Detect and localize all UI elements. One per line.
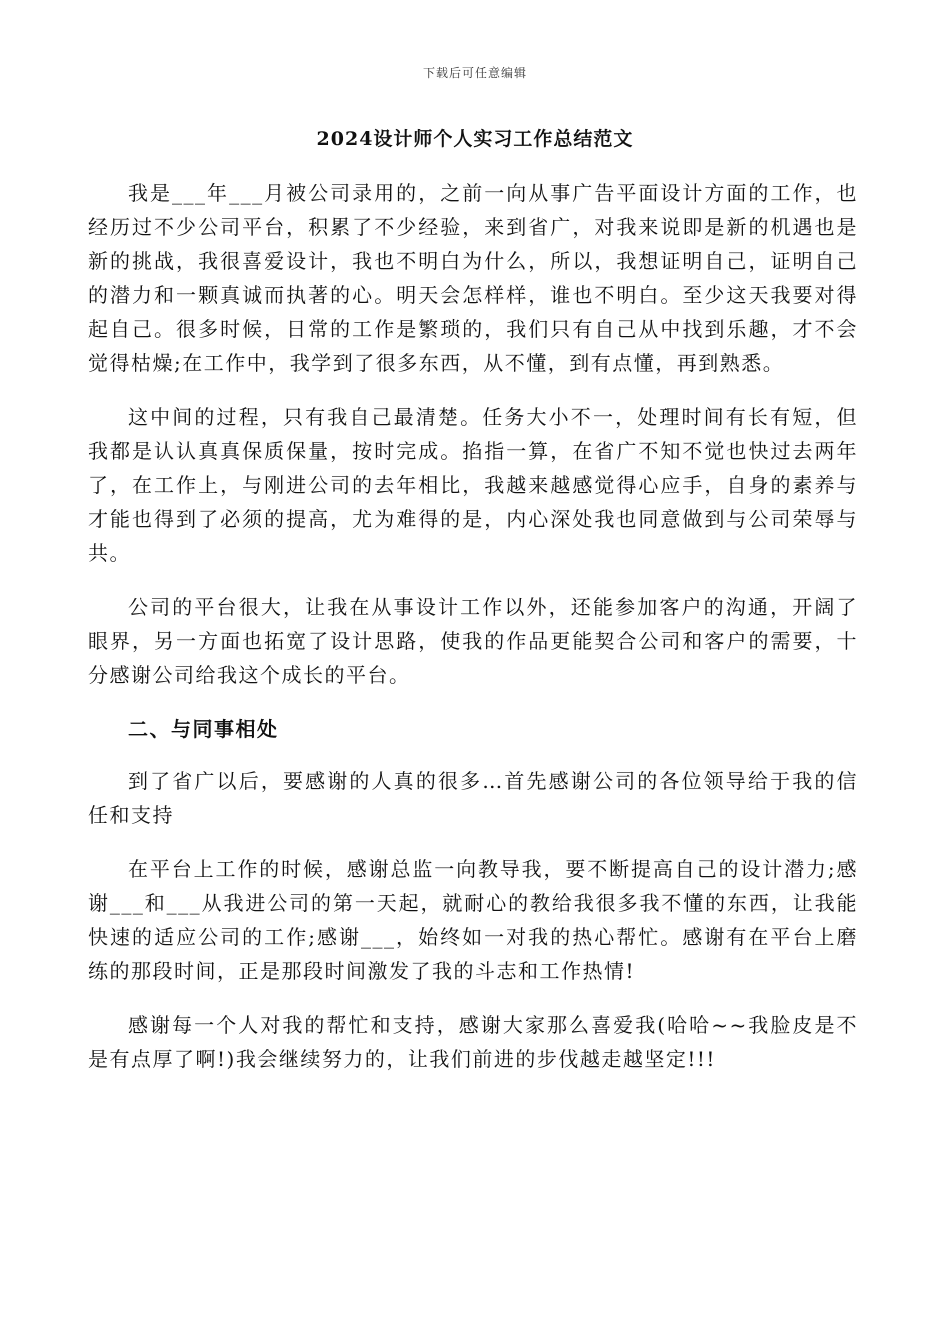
body-paragraph: 到了省广以后，要感谢的人真的很多…首先感谢公司的各位领导给于我的信任和支持 [88,769,858,827]
header-note: 下载后可任意编辑 [422,66,527,80]
body-paragraph: 感谢每一个人对我的帮忙和支持，感谢大家那么喜爱我(哈哈~~我脸皮是不是有点厚了啊!)我会继续努力的，让我们前进的步伐越走越坚定!!! [88,1013,858,1071]
section-heading: 二、与同事相处 [128,717,279,741]
body-paragraph: 这中间的过程，只有我自己最清楚。任务大小不一，处理时间有长有短，但我都是认认真真保质保量，按时完成。掐指一算，在省广不知不觉也快过去两年了，在工作上，与刚进公司的去年相比，我越来越感觉得心应手，自身的素养与才能也得到了必须的提高，尤为难得的是，内心深处我也同意做到与公司荣辱与共。 [88,405,858,565]
body-paragraph: 公司的平台很大，让我在从事设计工作以外，还能参加客户的沟通，开阔了眼界，另一方面也拓宽了设计思路，使我的作品更能契合公司和客户的需要，十分感谢公司给我这个成长的平台。 [88,595,858,687]
document-title: 2024设计师个人实习工作总结范文 [316,128,634,150]
body-paragraph: 在平台上工作的时候，感谢总监一向教导我，要不断提高自己的设计潜力;感谢___和___从我进公司的第一天起，就耐心的教给我很多我不懂的东西，让我能快速的适应公司的工作;感谢___，始终如一对我的热心帮忙。感谢有在平台上磨练的那段时间，正是那段时间激发了我的斗志和工作热情! [88,857,858,983]
body-paragraph: 我是___年___月被公司录用的，之前一向从事广告平面设计方面的工作，也经历过不少公司平台，积累了不少经验，来到省广，对我来说即是新的机遇也是新的挑战，我很喜爱设计，我也不明白为什么，所以，我想证明自己，证明自己的潜力和一颗真诚而执著的心。明天会怎样样，谁也不明白。至少这天我要对得起自己。很多时候，日常的工作是繁琐的，我们只有自己从中找到乐趣，才不会觉得枯燥;在工作中，我学到了很多东西，从不懂，到有点懂，再到熟悉。 [88,181,858,375]
document-body [88,176,858,1096]
